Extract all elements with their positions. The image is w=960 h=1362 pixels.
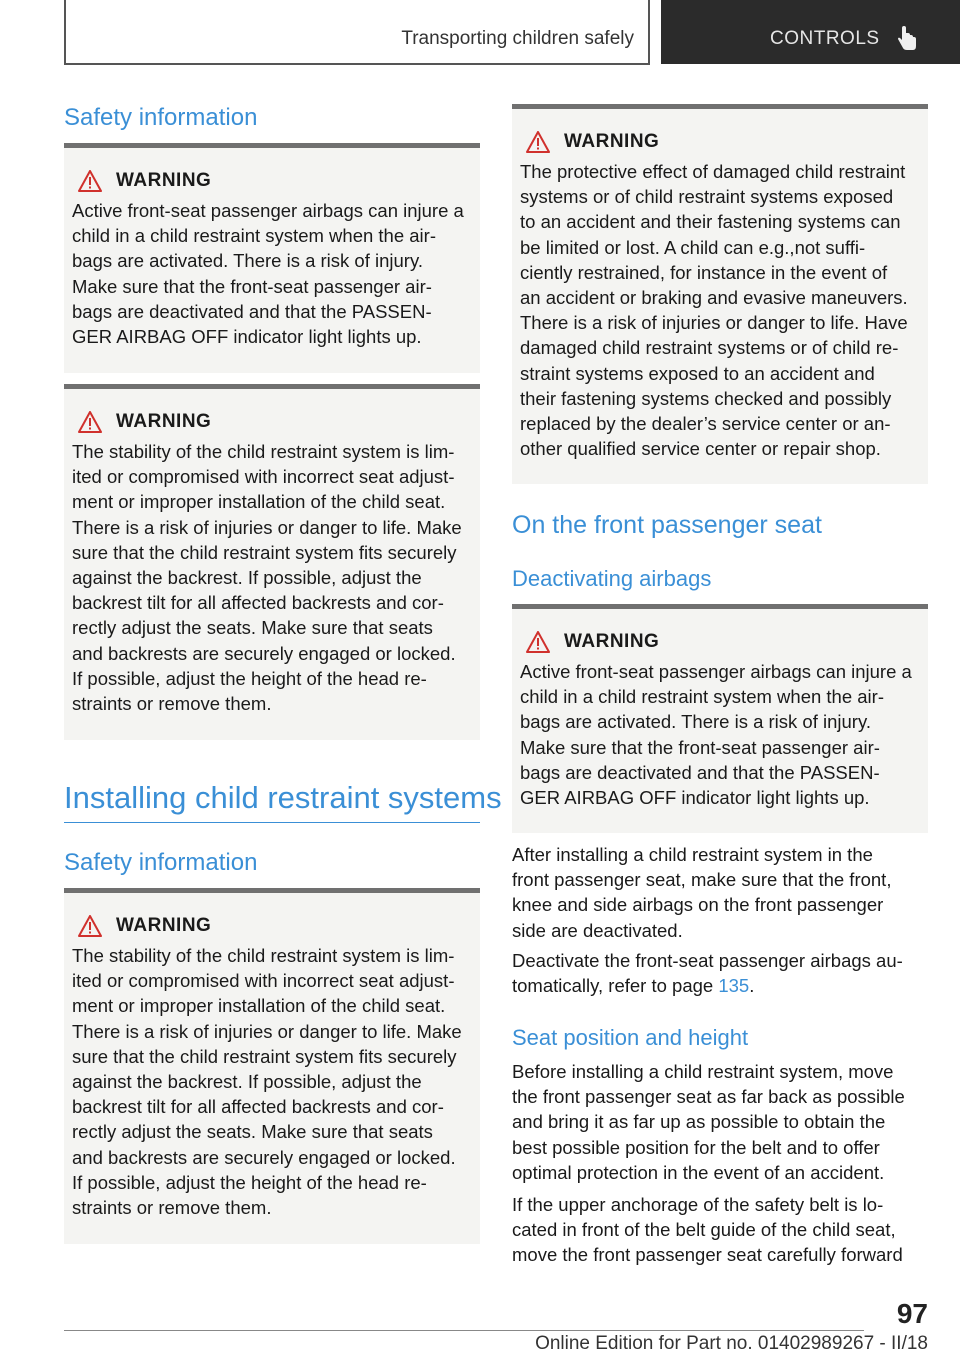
warning-label: WARNING — [564, 631, 660, 652]
warning-text: The protective effect of damaged child restraint systems or of child restraint systems exposed to an accident and their fastening systems can be limited or lost. A child can e.g.,not suffi‐ ciently restrained, for instance in the event of an accident or braking and evasive maneuvers. There is a risk of injuries or danger to life. Have damaged child restraint systems or of child re‐ straint systems exposed to an accident and their fastening systems checked and possibly replaced by the dealer’s service center or an‐ other qualified service center or repair shop. — [520, 161, 908, 460]
body-paragraph: After installing a child restraint system in the front passenger seat, make sure that the front, knee and side airbags on the front passenger side are deactivated. — [512, 844, 892, 941]
chapter-title: CONTROLS — [770, 28, 880, 49]
heading-front-passenger-seat: On the front passenger seat — [512, 511, 822, 539]
header-divider — [64, 63, 650, 65]
warning-triangle-icon — [78, 915, 102, 937]
chapter-tab[interactable] — [661, 0, 960, 64]
heading-underline — [64, 822, 480, 823]
warning-box — [64, 888, 480, 1244]
warning-triangle-icon — [78, 411, 102, 433]
warning-box — [512, 104, 928, 484]
warning-text: Active front-seat passenger airbags can injure a child in a child restraint system when the air‐ bags are activated. There is a risk of injury. Make sure that the front-seat passenger air‐ bags are deactivated and that the PASSEN‐ GER AIRBAG OFF indicator light lights up. — [520, 661, 912, 809]
warning-triangle-icon — [78, 170, 102, 192]
heading-installing-child-restraint-systems: Installing child restraint systems — [64, 780, 502, 815]
warning-header — [72, 411, 472, 433]
heading-safety-information: Safety information — [64, 104, 258, 131]
warning-label: WARNING — [116, 915, 212, 936]
heading-deactivating-airbags: Deactivating airbags — [512, 566, 712, 591]
header-divider — [648, 0, 650, 64]
warning-header — [520, 131, 920, 153]
body-paragraph: Before installing a child restraint system, move the front passenger seat as far back as possible and bring it as far up as possible to obtain the best possible position for the belt and to offer optimal protection in the event of an accident. — [512, 1061, 905, 1183]
page-reference-link[interactable]: 135 — [718, 975, 750, 997]
warning-label: WARNING — [116, 170, 212, 191]
paragraph-text: Deactivate the front-seat passenger airbags au‐ tomatically, refer to page — [512, 950, 903, 997]
warning-triangle-icon — [526, 131, 550, 153]
warning-triangle-icon — [526, 631, 550, 653]
page-number: 97 — [896, 1298, 928, 1329]
footer-divider — [64, 1330, 864, 1331]
warning-header — [520, 631, 920, 653]
warning-box — [512, 604, 928, 833]
warning-label: WARNING — [564, 131, 660, 152]
warning-header — [72, 915, 472, 937]
warning-box — [64, 384, 480, 740]
warning-header — [72, 170, 472, 192]
footer-edition: Online Edition for Part no. 01402989267 - II/18 — [535, 1333, 928, 1354]
warning-text: The stability of the child restraint system is lim‐ ited or compromised with incorrect seat adjust‐ ment or improper installation of the child seat. There is a risk of injuries or danger to life. Make sure that the child restraint system fits securely against the backrest. If possible, adjust the backrest tilt for all affected backrests and cor‐ rectly adjust the seats. Make sure that seats and backrests are securely engaged or locked. If possible, adjust the height of the head re‐ straints or remove them. — [72, 441, 462, 715]
warning-text: Active front-seat passenger airbags can injure a child in a child restraint system when the air‐ bags are activated. There is a risk of injury. Make sure that the front-seat passenger air‐ bags are deactivated and that the PASSEN‐ GER AIRBAG OFF indicator light lights up. — [72, 200, 464, 348]
warning-text: The stability of the child restraint system is lim‐ ited or compromised with incorrect seat adjust‐ ment or improper installation of the child seat. There is a risk of injuries or danger to life. Make sure that the child restraint system fits securely against the backrest. If possible, adjust the backrest tilt for all affected backrests and cor‐ rectly adjust the seats. Make sure that seats and backrests are securely engaged or locked. If possible, adjust the height of the head re‐ straints or remove them. — [72, 945, 462, 1219]
heading-seat-position-and-height: Seat position and height — [512, 1025, 749, 1050]
section-title: Transporting children safely — [401, 28, 634, 49]
heading-safety-information: Safety information — [64, 849, 258, 876]
body-paragraph: If the upper anchorage of the safety belt is lo‐ cated in front of the belt guide of the child seat, move the front passenger seat carefully forward — [512, 1194, 903, 1266]
warning-box — [64, 143, 480, 373]
body-paragraph — [512, 948, 928, 998]
warning-label: WARNING — [116, 411, 212, 432]
header-divider — [64, 0, 66, 64]
hand-pointer-icon — [896, 26, 918, 52]
paragraph-text: . — [749, 975, 755, 997]
